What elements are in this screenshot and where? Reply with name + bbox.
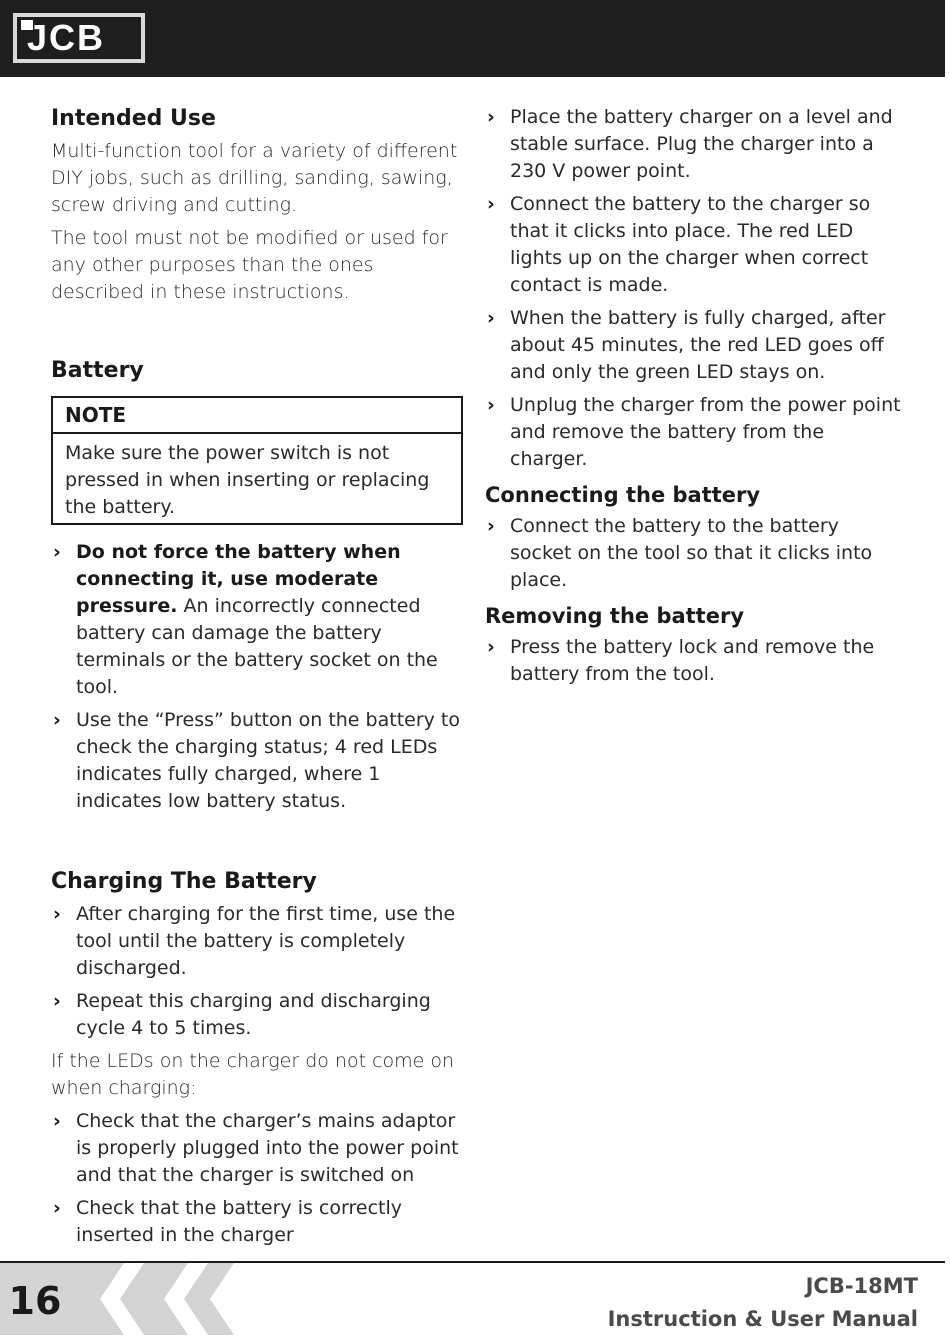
bullet-text: Connect the battery to the battery socket on the tool so that it clicks into place. <box>510 515 873 591</box>
intended-use-paragraph-2: The tool must not be modified or used for any other purposes than the ones described in these instructions. <box>51 227 448 303</box>
bullet-text: Check that the charger’s mains adaptor is properly plugged into the power point and that the charger is switched on <box>76 1110 459 1186</box>
chevron-right-icon: › <box>487 106 495 128</box>
chevron-right-icon: › <box>487 515 495 537</box>
list-item <box>51 1195 463 1249</box>
footer-model: JCB-18MT <box>805 1274 918 1298</box>
bullet-bold-lead: Do not force the battery when connecting it, use moderate pressure. <box>76 541 401 617</box>
chevron-right-icon: › <box>53 709 61 731</box>
page-number-box <box>0 1263 76 1335</box>
footer-manual-title: Instruction & User Manual <box>607 1307 918 1331</box>
right-column <box>485 104 905 694</box>
removing-bullets <box>485 634 905 688</box>
charging-bullets <box>51 901 463 1042</box>
list-item <box>485 191 905 299</box>
bullet-text: When the battery is fully charged, after about 45 minutes, the red LED goes off and only the green LED stays on. <box>510 307 886 383</box>
intended-use-title: Intended Use <box>51 106 216 131</box>
note-box <box>51 396 463 525</box>
charging-paragraph: If the LEDs on the charger do not come on when charging: <box>51 1050 455 1099</box>
connecting-bullets <box>485 513 905 594</box>
logo-text: JCB <box>27 17 106 58</box>
battery-title: Battery <box>51 358 144 383</box>
bullet-text: Press the battery lock and remove the battery from the tool. <box>510 636 875 685</box>
battery-bullets <box>51 539 463 815</box>
header-bar <box>0 0 945 77</box>
jcb-logo <box>13 13 145 63</box>
bullet-text: Check that the battery is correctly inserted in the charger <box>76 1197 402 1246</box>
chevron-right-icon: › <box>53 1197 61 1219</box>
chevron-right-icon: › <box>53 903 61 925</box>
chevron-right-icon: › <box>487 193 495 215</box>
bullet-text: After charging for the first time, use the tool until the battery is completely discharged. <box>76 903 456 979</box>
left-column <box>51 104 463 1255</box>
page-number: 16 <box>8 1279 62 1323</box>
list-item <box>485 392 905 473</box>
intended-use-paragraph-1: Multi-function tool for a variety of different DIY jobs, such as drilling, sanding, sawing, screw driving and cutting. <box>51 140 458 216</box>
chevron-right-icon: › <box>487 307 495 329</box>
bullet-text: Repeat this charging and discharging cycle 4 to 5 times. <box>76 990 431 1039</box>
list-item <box>485 305 905 386</box>
bullet-text: Use the “Press” button on the battery to check the charging status; 4 red LEDs indicates fully charged, where 1 indicates low battery status. <box>76 709 460 812</box>
chevron-right-icon: › <box>53 990 61 1012</box>
list-item <box>51 707 463 815</box>
list-item <box>485 104 905 185</box>
charger-bullets <box>485 104 905 473</box>
note-title: NOTE <box>53 398 461 434</box>
list-item <box>51 539 463 701</box>
charging-title: Charging The Battery <box>51 869 317 894</box>
chevron-arrows-graphic <box>76 1263 236 1335</box>
bullet-text: An incorrectly connected battery can damage the battery terminals or the battery socket on the tool. <box>76 595 438 698</box>
list-item <box>51 1108 463 1189</box>
note-text: Make sure the power switch is not pressed in when inserting or replacing the battery. <box>65 442 430 518</box>
list-item <box>485 634 905 688</box>
list-item <box>51 988 463 1042</box>
bullet-text: Unplug the charger from the power point and remove the battery from the charger. <box>510 394 901 470</box>
chevron-right-icon: › <box>53 541 61 563</box>
chevron-right-icon: › <box>53 1110 61 1132</box>
connecting-title: Connecting the battery <box>485 483 761 507</box>
charging-check-bullets <box>51 1108 463 1249</box>
chevron-right-icon: › <box>487 636 495 658</box>
list-item <box>51 901 463 982</box>
list-item <box>485 513 905 594</box>
bullet-text: Place the battery charger on a level and stable surface. Plug the charger into a 230 V power point. <box>510 106 893 182</box>
removing-title: Removing the battery <box>485 604 745 628</box>
bullet-text: Connect the battery to the charger so that it clicks into place. The red LED lights up on the charger when correct contact is made. <box>510 193 871 296</box>
chevron-right-icon: › <box>487 394 495 416</box>
